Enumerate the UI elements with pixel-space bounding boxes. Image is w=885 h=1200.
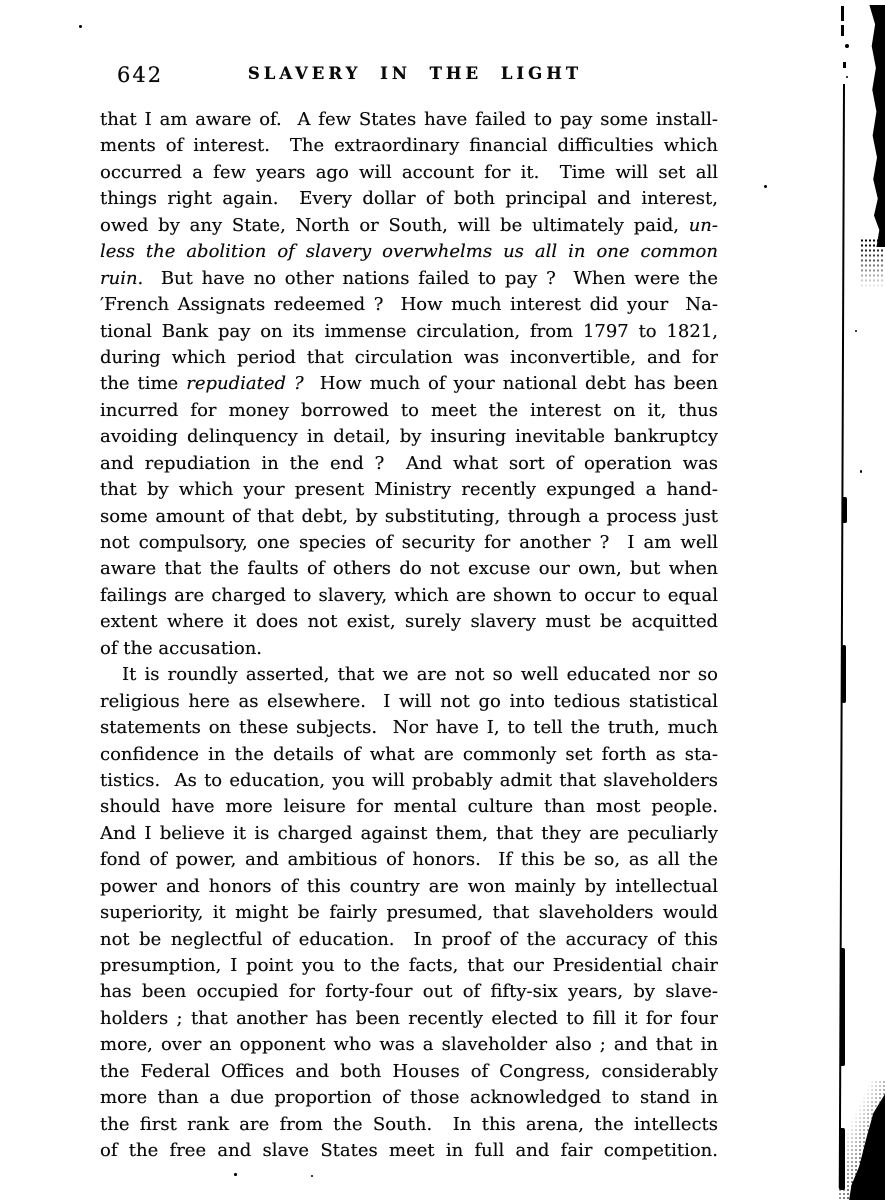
- text-line: less the abolition of slavery overwhelms us all in one common: [100, 241, 718, 263]
- text-line: and repudiation in the end ? And what sort of operation was: [100, 452, 718, 474]
- text-line: things right again. Every dollar of both principal and interest,: [100, 188, 718, 210]
- text-line: ruin. But have no other nations failed to pay ? When were the: [100, 267, 718, 289]
- text-line: incurred for money borrowed to meet the interest on it, thus: [100, 399, 718, 421]
- text-line: confidence in the details of what are commonly set forth as sta-: [100, 743, 718, 765]
- scan-gutter-speckle: [860, 238, 885, 293]
- scan-speck: [764, 185, 767, 188]
- text-line: that by which your present Ministry recently expunged a hand-: [100, 479, 718, 501]
- text-line: during which period that circulation was inconvertible, and for: [100, 346, 718, 368]
- scan-fold-dot: [843, 62, 846, 68]
- text-line: should have more leisure for mental culture than most people.: [100, 796, 718, 818]
- text-line: ′French Assignats redeemed ? How much interest did your Na-: [100, 294, 718, 316]
- text-line: avoiding delinquency in detail, by insuring inevitable bankruptcy: [100, 426, 718, 448]
- scan-speck: [860, 470, 862, 473]
- scan-fold-thick-segment: [842, 497, 847, 523]
- text-line: religious here as elsewhere. I will not go into tedious statistical: [100, 690, 718, 712]
- text-line: not compulsory, one species of security for another ? I am well: [100, 532, 718, 553]
- text-line: ments of interest. The extraordinary financial difficulties which: [100, 135, 718, 157]
- text-line: extent where it does not exist, surely slavery must be acquitted: [100, 611, 718, 633]
- scan-fold-thick-segment: [840, 948, 845, 1066]
- text-line: aware that the faults of others do not excuse our own, but when: [100, 558, 718, 580]
- text-line: more, over an opponent who was a slaveholder also ; and that in: [100, 1034, 718, 1056]
- text-line: more than a due proportion of those acknowledged to stand in: [100, 1087, 718, 1109]
- text-line: the first rank are from the South. In this arena, the intellects: [100, 1113, 718, 1135]
- text-line: failings are charged to slavery, which are shown to occur to equal: [100, 584, 718, 606]
- page-number: 642: [117, 63, 164, 87]
- text-line: power and honors of this country are won mainly by intellectual: [100, 875, 718, 897]
- text-line: the time repudiated ? How much of your national debt has been: [100, 373, 718, 395]
- text-line: tional Bank pay on its immense circulation, from 1797 to 1821,: [100, 320, 718, 342]
- scan-fold-dash: [841, 6, 844, 21]
- text-line: presumption, I point you to the facts, that our Presidential chair: [100, 955, 718, 976]
- scan-fold-thick-segment: [842, 645, 847, 703]
- scan-speck: [311, 1175, 313, 1177]
- text-line: holders ; that another has been recently elected to fill it for four: [100, 1007, 718, 1029]
- text-line: of the free and slave States meet in full and fair competition.: [100, 1140, 718, 1162]
- text-line: of the accusation.: [100, 637, 263, 659]
- running-title: SLAVERY IN THE LIGHT: [247, 64, 583, 83]
- text-line: not be neglectful of education. In proof of the accuracy of this: [100, 928, 718, 950]
- text-line: has been occupied for forty-four out of fifty-six years, by slave-: [100, 981, 718, 1003]
- scan-gutter-band: [866, 5, 885, 247]
- scan-corner-speckle: [838, 1080, 885, 1200]
- text-line: superiority, it might be fairly presumed, that slaveholders would: [100, 902, 718, 924]
- text-line: statements on these subjects. Nor have I, to tell the truth, much: [100, 717, 718, 739]
- scan-fold-dash: [841, 25, 844, 36]
- text-line: occurred a few years ago will account for it. Time will set all: [100, 161, 718, 183]
- scan-speck: [234, 1173, 237, 1176]
- text-line: that I am aware of. A few States have failed to pay some install-: [100, 109, 718, 130]
- text-line: It is roundly asserted, that we are not so well educated nor so: [122, 664, 718, 686]
- scan-speck: [855, 330, 857, 332]
- text-line: some amount of that debt, by substituting, through a process just: [100, 505, 718, 527]
- text-line: fond of power, and ambitious of honors. If this be so, as all the: [100, 849, 718, 871]
- text-line: And I believe it is charged against them, that they are peculiarly: [100, 822, 718, 844]
- scan-speck: [79, 25, 82, 28]
- text-block: [100, 107, 718, 1165]
- text-line: tistics. As to education, you will probably admit that slaveholders: [100, 769, 718, 791]
- scan-fold-dot: [845, 44, 849, 48]
- text-line: owed by any State, North or South, will be ultimately paid, un-: [100, 214, 718, 236]
- text-line: the Federal Offices and both Houses of Congress, considerably: [100, 1060, 718, 1082]
- scan-fold-dot: [846, 76, 848, 78]
